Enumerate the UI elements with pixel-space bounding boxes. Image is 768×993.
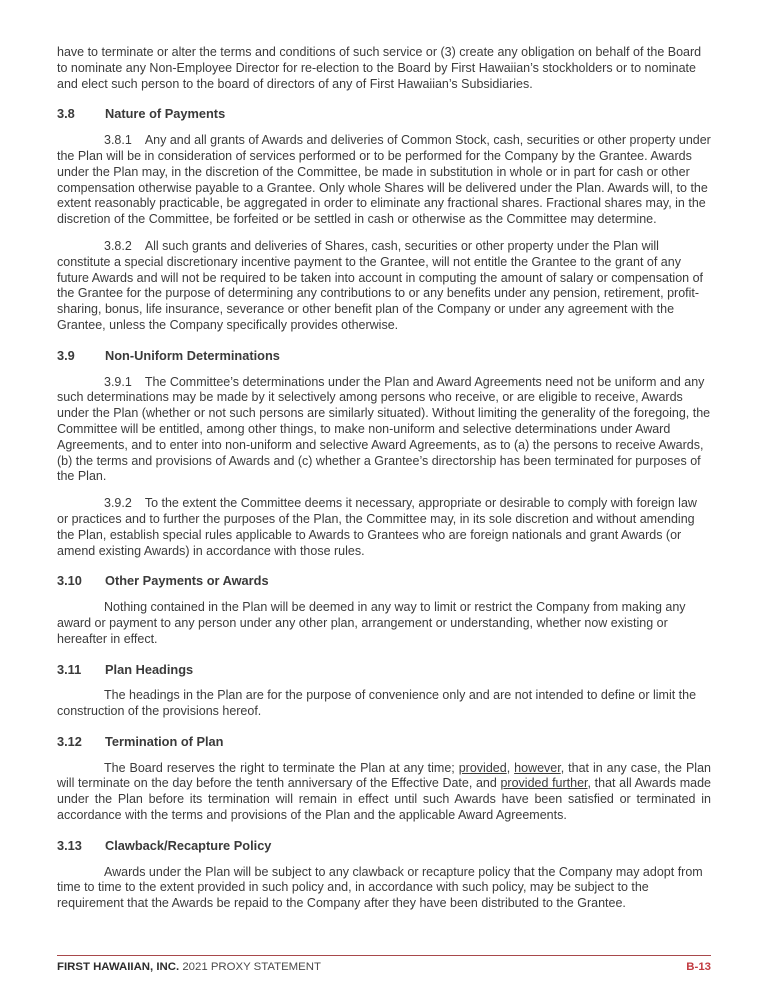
paragraph-3-13: Awards under the Plan will be subject to any clawback or recapture policy that the Company may adopt from time to time to the extent provided in such policy and, in accordance with such policy, may be subject to the requirement that the Awards be repaid to the Company after they have been distributed to the Grantee. [57, 864, 703, 911]
paragraph-3-8-1 [57, 133, 711, 228]
footer-page-number: B-13 [686, 961, 711, 973]
paragraph-3-8-2 [57, 239, 711, 334]
paragraph-text: The Committee’s determinations under the Plan and Award Agreements need not be uniform and any such determinations may be made by it selectively among persons who receive, or are eligible to receive, Awards under the Plan (whether or not such persons are similarly situated). Without limiting the generality of the foregoing, the Committee will be entitled, among other things, to make non-uniform and selective determinations under Award Agreements, and to enter into non-uniform and selective Award Agreements, as to (a) the persons to receive Awards, (b) the terms and provisions of Awards and (c) whether a Grantee’s directorship has been terminated for purposes of the Plan. [57, 374, 711, 484]
section-heading-3-13 [57, 838, 711, 854]
section-title: Termination of Plan [105, 733, 224, 749]
section-title: Clawback/Recapture Policy [105, 837, 272, 853]
section-number: 3.8 [57, 106, 75, 122]
footer-document: 2021 PROXY STATEMENT [182, 961, 321, 973]
section-heading-3-8 [57, 106, 711, 122]
paragraph-text: The Board reserves the right to terminate the Plan at any time; [104, 760, 459, 775]
paragraph-3-9-2 [57, 496, 711, 559]
paragraph-3-11: The headings in the Plan are for the purpose of convenience only and are not intended to define or limit the construction of the provisions hereof. [57, 688, 697, 719]
paragraph-3-12 [57, 761, 711, 824]
section-number: 3.13 [57, 837, 82, 853]
section-number: 3.10 [57, 573, 82, 589]
section-heading-3-10 [57, 573, 711, 589]
section-title: Non-Uniform Determinations [105, 347, 280, 363]
paragraph-text: To the extent the Committee deems it necessary, appropriate or desirable to comply with foreign law or practices and to further the purposes of the Plan, the Committee may, in its sole discretion and without amending the Plan, establish special rules applicable to Awards to Grantees who are foreign nationals and grant Awards (or amend existing Awards) in accordance with those rules. [57, 496, 697, 558]
section-number: 3.11 [57, 661, 82, 677]
underlined-term: however [514, 760, 561, 775]
paragraph-number: 3.8.2 [104, 238, 132, 253]
section-number: 3.12 [57, 733, 82, 749]
continuation-paragraph: have to terminate or alter the terms and conditions of such service or (3) create any obligation on behalf of the Board to nominate any Non-Employee Director for re-election to the Board by First Hawaiian’s stockholders or to nominate and elect such person to the board of directors of any of First Hawaiian’s Subsidiaries. [57, 45, 702, 91]
paragraph-3-10: Nothing contained in the Plan will be deemed in any way to limit or restrict the Company from making any award or payment to any person under any other plan, arrangement or understanding, whether now existing or hereafter in effect. [57, 600, 686, 646]
paragraph-text: All such grants and deliveries of Shares, cash, securities or other property under the Plan will constitute a special discretionary incentive payment to the Grantee, will not entitle the Grantee to the grant of any future Awards and will not be required to be taken into account in computing the amount of salary or compensation of the Grantee for the purpose of determining any contributions to or any benefits under any pension, retirement, profit-sharing, bonus, life insurance, severance or other benefit plan of the Company or under any agreement with the Grantee, unless the Company specifically provides otherwise. [57, 238, 703, 332]
paragraph-number: 3.8.1 [104, 133, 132, 148]
paragraph-number: 3.9.1 [104, 374, 132, 389]
paragraph-text: , [506, 760, 515, 775]
paragraph-text: , that in any case, the Plan will terminate on the day before the tenth anniversary of the Effective Date, and [57, 760, 711, 791]
footer-text [57, 961, 321, 974]
page-content [57, 45, 711, 923]
section-title: Nature of Payments [105, 106, 226, 122]
underlined-term: provided [458, 760, 507, 775]
footer-company: FIRST HAWAIIAN, INC. [57, 961, 180, 973]
paragraph-text: , that all Awards made under the Plan before its termination will remain in effect until such Awards have been satisfied or terminated in accordance with the terms and provisions of the Plan and the applicable Award Agreements. [57, 776, 711, 823]
section-heading-3-12 [57, 734, 711, 750]
paragraph-number: 3.9.2 [104, 496, 132, 511]
underlined-term: provided further [500, 776, 588, 791]
paragraph-3-9-1 [57, 375, 711, 486]
section-title: Other Payments or Awards [105, 573, 269, 589]
section-heading-3-11 [57, 662, 711, 678]
section-heading-3-9 [57, 348, 711, 364]
page-footer [57, 955, 711, 974]
section-title: Plan Headings [105, 661, 194, 677]
paragraph-text: Any and all grants of Awards and deliveries of Common Stock, cash, securities or other property under the Plan will be in consideration of services performed or to be performed for the Company by the Grantee. Awards under the Plan may, in the discretion of the Committee, be made in substitution in whole or in part for cash or other compensation otherwise payable to a Grantee. Only whole Shares will be delivered under the Plan. Awards will, to the extent reasonably practicable, be aggregated in order to eliminate any fractional shares. Fractional shares may, in the discretion of the Committee, be forfeited or be settled in cash or otherwise as the Committee may determine. [57, 133, 711, 227]
section-number: 3.9 [57, 347, 75, 363]
